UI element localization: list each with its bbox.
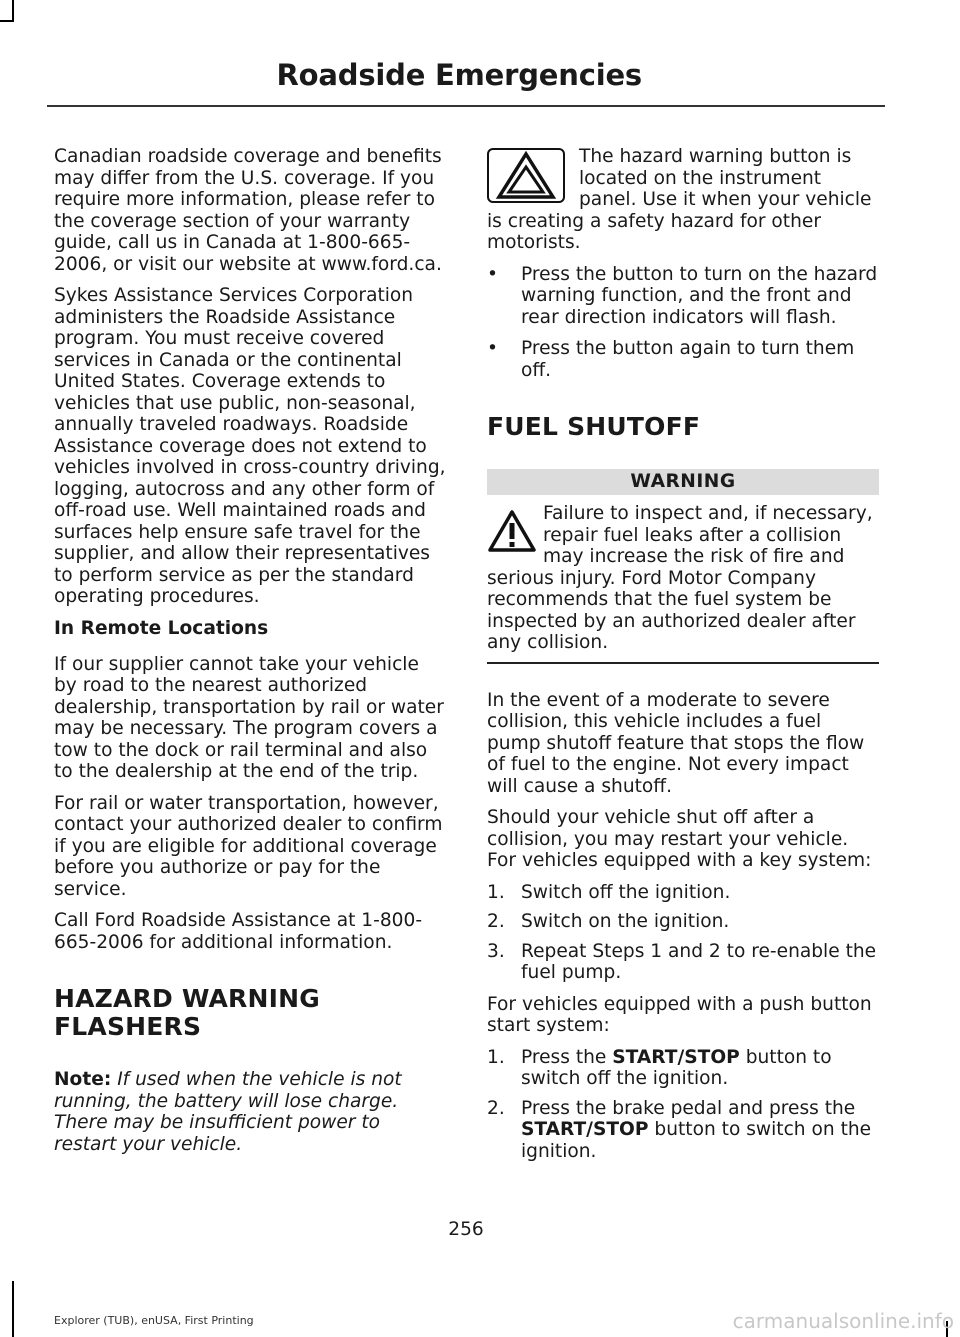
warning-box (487, 503, 879, 664)
push-button-paragraph: For vehicles equipped with a push button start system: (487, 993, 872, 1036)
call-assistance-paragraph: Call Ford Roadside Assistance at 1-800-665-2006 for additional information. (54, 910, 423, 953)
push-button-steps (487, 1047, 879, 1163)
warning-exclamation-icon (487, 509, 537, 553)
warning-text: Failure to inspect and, if necessary, repair fuel leaks after a collision may increase the risk of fire and serious injury. Ford Motor Company recommends that the fuel system be inspected by an authorized dealer after any collision. (487, 503, 873, 653)
bullet-marker: • (487, 263, 498, 285)
rail-water-paragraph: For rail or water transportation, however, contact your authorized dealer to confirm if you are eligible for additional coverage before you authorize or pay for the service. (54, 792, 443, 900)
fuel-shutoff-heading: FUEL SHUTOFF (487, 412, 701, 441)
page-number: 256 (448, 1219, 484, 1240)
battery-note (54, 1069, 446, 1155)
crop-mark-bottom-left-v (12, 1281, 14, 1337)
list-item: 1. Press the START/STOP button to switch off the ignition. (487, 1046, 832, 1089)
list-item: • Press the button to turn on the hazard warning function, and the front and rear direction indicators will flash. (487, 263, 878, 328)
restart-paragraph: Should your vehicle shut off after a collision, you may restart your vehicle. For vehicles equipped with a key system: (487, 807, 872, 871)
key-system-steps (487, 882, 879, 984)
list-item: 1. Switch off the ignition. (487, 881, 731, 903)
page-title: Roadside Emergencies (276, 58, 642, 92)
right-column (487, 146, 879, 1172)
fuel-pump-shutoff-paragraph: In the event of a moderate to severe collision, this vehicle includes a fuel pump shutoff feature that stops the flow of fuel to the engine. Not every impact will cause a shutoff. (487, 689, 865, 797)
remote-locations-heading: In Remote Locations (54, 617, 269, 639)
left-column (54, 146, 446, 1165)
crop-mark-top-left-v (12, 0, 14, 22)
watermark: carmanualsonline.info (732, 1309, 954, 1333)
hazard-intro-block (487, 146, 879, 254)
canada-coverage-paragraph: Canadian roadside coverage and benefits may differ from the U.S. coverage. If you require more information, please refer to the coverage section of your warranty guide, call us in Canada at 1-800-665-2006, or visit our website at www.ford.ca. (54, 146, 442, 275)
warning-header: WARNING (487, 469, 879, 495)
hazard-intro-paragraph: The hazard warning button is located on the instrument panel. Use it when your vehicle is creating a safety hazard for other motorists. (487, 146, 872, 253)
list-item: 2. Press the brake pedal and press the START/STOP button to switch on the ignition. (487, 1097, 872, 1162)
edition-footer: Explorer (TUB), enUSA, First Printing (54, 1314, 254, 1327)
hazard-triangle-icon (487, 148, 565, 203)
hazard-warning-flashers-heading: HAZARD WARNING FLASHERS (54, 984, 320, 1041)
sykes-paragraph: Sykes Assistance Services Corporation administers the Roadside Assistance program. You must receive covered services in Canada or the continental United States. Coverage extends to vehicles that use public, non-seasonal, annually traveled roadways. Roadside Assistance coverage does not extend to vehicles involved in cross-country driving, logging, autocross and any other form of off-road use. Well maintained roads and surfaces help ensure safe travel for the supplier, and allow their representatives to perform service as per the standard operating procedures. (54, 285, 446, 607)
note-text: If used when the vehicle is not running, the battery will lose charge. There may be insufficient power to restart your vehicle. (54, 1069, 402, 1155)
list-item: 2. Switch on the ignition. (487, 911, 730, 932)
bullet-marker: • (487, 338, 498, 359)
hazard-bullet-list (487, 264, 879, 382)
list-item: 3. Repeat Steps 1 and 2 to re-enable the fuel pump. (487, 940, 877, 983)
crop-mark-top-left-h (0, 20, 14, 22)
remote-transport-paragraph: If our supplier cannot take your vehicle by road to the nearest authorized dealership, transportation by rail or water may be necessary. The program covers a tow to the dock or rail terminal and also to the dealership at the end of the trip. (54, 653, 444, 782)
note-label: Note: (54, 1069, 112, 1090)
list-item: • Press the button again to turn them off. (487, 338, 855, 381)
header-rule (47, 105, 885, 107)
